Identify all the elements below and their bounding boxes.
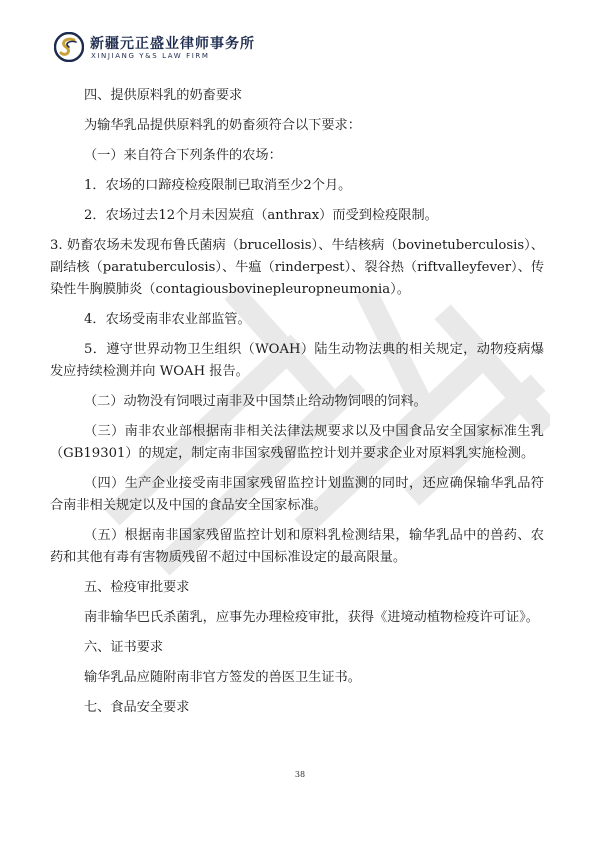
page-header bbox=[54, 30, 354, 70]
paragraph-condition-5: （五）根据南非国家残留监控计划和原料乳检测结果，输华乳品中的兽药、农药和其他有毒有害物质残留不超过中国标准设定的最高限量。 bbox=[50, 528, 544, 565]
paragraph-condition-3: （三）南非农业部根据南非相关法律法规要求以及中国食品安全国家标准生乳（GB19301）的规定，制定南非国家残留监控计划并要求企业对原料乳实施检测。 bbox=[50, 424, 544, 461]
paragraph-farm-rule-2: 2．农场过去12个月未因炭疽（anthrax）而受到检疫限制。 bbox=[84, 208, 438, 223]
paragraph-quarantine: 南非输华巴氏杀菌乳，应事先办理检疫审批，获得《进境动植物检疫许可证》。 bbox=[84, 610, 539, 625]
section-heading-food-safety: 七、食品安全要求 bbox=[84, 700, 190, 715]
page-number: 38 bbox=[294, 770, 306, 779]
paragraph-condition-2: （二）动物没有饲喂过南非及中国禁止给动物饲喂的饲料。 bbox=[84, 394, 427, 409]
firm-name-chinese: 新疆元正盛业律师事务所 bbox=[90, 36, 255, 52]
document-body bbox=[50, 85, 545, 719]
paragraph-intro: 为输华乳品提供原料乳的奶畜须符合以下要求： bbox=[84, 118, 361, 133]
firm-name-english: XINJIANG Y&S LAW FIRM bbox=[91, 52, 210, 60]
section-heading-dairy-animals: 四、提供原料乳的奶畜要求 bbox=[84, 88, 243, 103]
paragraph-farm-rule-3: 3. 奶畜农场未发现布鲁氏菌病（brucellosis）、牛结核病（bovinetuberculosis）、副结核（paratuberculosis）、牛瘟（rinderpest）、裂谷热（riftvalleyfever）、传染性牛胸膜肺炎（contagiousbovinepleuropneumonia）。 bbox=[50, 238, 545, 297]
paragraph-certificate: 输华乳品应随附南非官方签发的兽医卫生证书。 bbox=[84, 670, 361, 685]
firm-logo-icon bbox=[54, 32, 84, 62]
section-heading-certificate: 六、证书要求 bbox=[84, 640, 164, 655]
section-heading-quarantine: 五、检疫审批要求 bbox=[84, 580, 190, 595]
paragraph-farm-rule-5: 5．遵守世界动物卫生组织（WOAH）陆生动物法典的相关规定，动物疫病爆发应持续检测并向 WOAH 报告。 bbox=[50, 342, 544, 379]
paragraph-farm-rule-1: 1．农场的口蹄疫检疫限制已取消至少2个月。 bbox=[84, 178, 352, 193]
paragraph-farm-rule-4: 4．农场受南非农业部监管。 bbox=[84, 312, 251, 327]
paragraph-condition-4: （四）生产企业接受南非国家残留监控计划监测的同时，还应确保输华乳品符合南非相关规定以及中国的食品安全国家标准。 bbox=[50, 476, 544, 513]
paragraph-condition-1: （一）来自符合下列条件的农场： bbox=[84, 148, 282, 163]
